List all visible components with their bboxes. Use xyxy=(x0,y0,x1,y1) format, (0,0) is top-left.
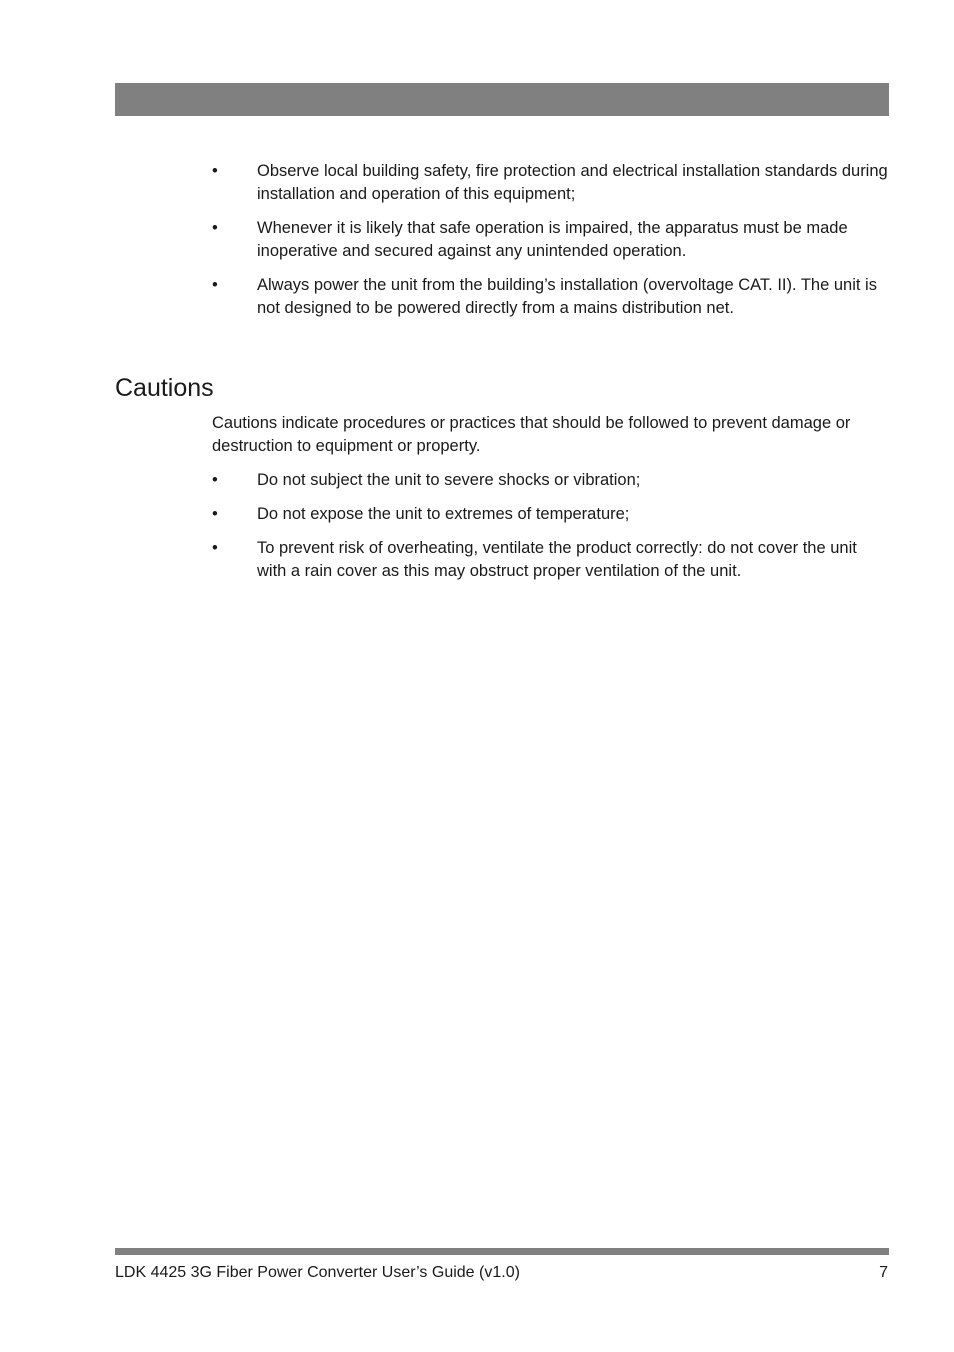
section-title-cautions: Cautions xyxy=(115,374,214,402)
bullet: • xyxy=(212,505,218,523)
header-bar xyxy=(115,83,889,116)
bullet: • xyxy=(212,276,218,294)
cautions-intro: Cautions indicate procedures or practices that should be followed to prevent damage or destruction to equipment or property. xyxy=(212,414,851,455)
list-item xyxy=(212,469,889,492)
bullet: • xyxy=(212,219,218,237)
list-item-text: Do not subject the unit to severe shocks or vibration; xyxy=(257,471,641,489)
list-item xyxy=(212,537,889,583)
bullet: • xyxy=(212,162,218,180)
list-item-text: Whenever it is likely that safe operation is impaired, the apparatus must be made inoperative and secured against any unintended operation. xyxy=(257,219,848,260)
list-item-text: To prevent risk of overheating, ventilate the product correctly: do not cover the unit with a rain cover as this may obstruct proper ventilation of the unit. xyxy=(257,539,857,580)
bullet: • xyxy=(212,539,218,557)
list-item-text: Observe local building safety, fire protection and electrical installation standards during installation and operation of this equipment; xyxy=(257,162,888,203)
bullet: • xyxy=(212,471,218,489)
footer-doc-title: LDK 4425 3G Fiber Power Converter User’s Guide (v1.0) xyxy=(115,1264,520,1281)
list-item xyxy=(212,160,889,206)
cautions-list xyxy=(212,469,889,594)
list-item xyxy=(212,217,889,263)
list-item xyxy=(212,274,889,320)
list-item-text: Do not expose the unit to extremes of temperature; xyxy=(257,505,630,523)
safety-list xyxy=(212,160,889,331)
list-item-text: Always power the unit from the building’s installation (overvoltage CAT. II). The unit is not designed to be powered directly from a mains distribution net. xyxy=(257,276,877,317)
list-item xyxy=(212,503,889,526)
page-number: 7 xyxy=(879,1264,888,1281)
footer-bar xyxy=(115,1248,889,1255)
